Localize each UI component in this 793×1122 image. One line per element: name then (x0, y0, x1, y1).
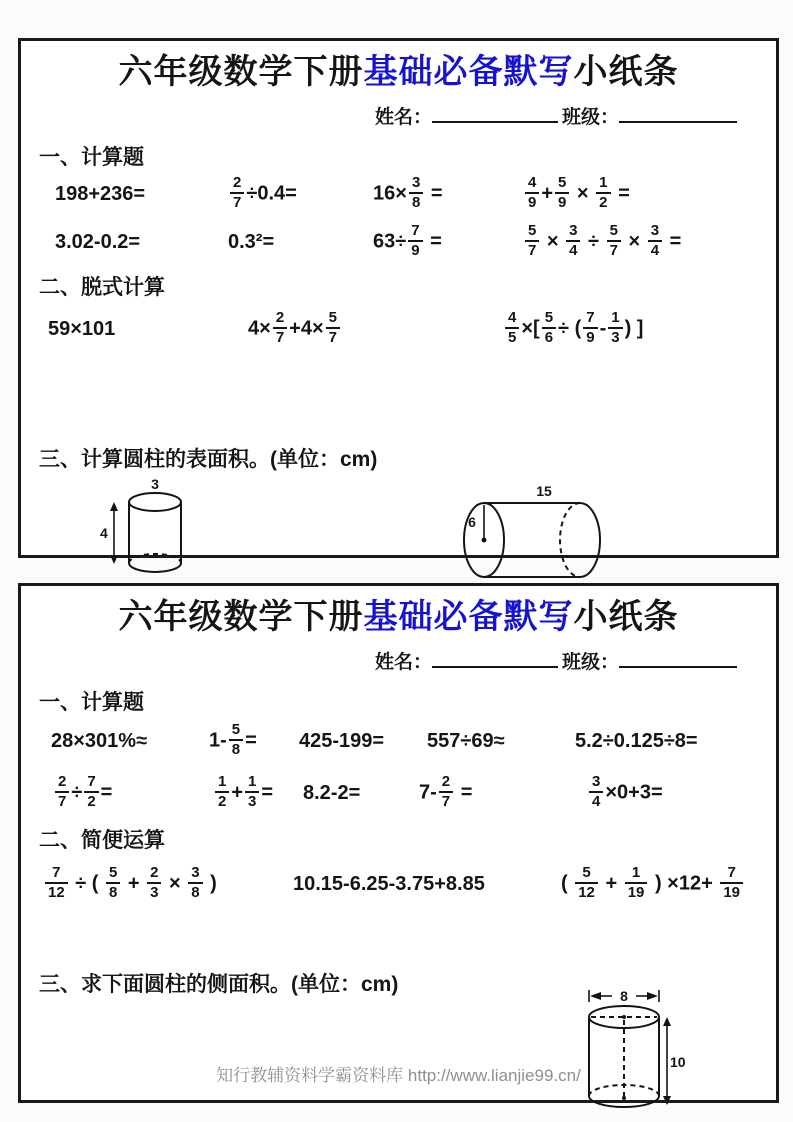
card2-section2-title: 二、简便运算 (39, 828, 165, 852)
math-expression: $\frac{4}{5}$ ×[ $\frac{5}{6}$ ÷ ( $\frac{7}{9}$ - $\frac{1}{3}$ ) ] (503, 311, 758, 348)
card2-calc-row-1 (39, 716, 758, 768)
math-expression: 7- $\frac{2}{7}$ = (419, 773, 473, 810)
card1-calc-row-1 (39, 171, 758, 219)
math-expression: 8.2-2= (303, 782, 361, 804)
worksheet-card-2 (18, 583, 779, 1103)
math-expression: 425-199= (299, 730, 385, 752)
card2-calc-row-2 (39, 768, 758, 820)
name-label: 姓名： (375, 106, 433, 128)
vertical-cylinder-figure (97, 477, 202, 577)
card2-calc-row-3 (39, 854, 758, 916)
math-expression: $\frac{2}{7}$ ÷0.4= (228, 176, 373, 213)
math-expression: ( $\frac{5}{12}$ + $\frac{1}{19}$ ) ×12+ $\frac{7}{19}$ (561, 866, 758, 903)
math-expression: 198+236= (55, 183, 146, 205)
math-expression: $\frac{1}{2}$ + $\frac{1}{3}$ = (213, 775, 303, 812)
class-blank-line (619, 648, 737, 668)
title-text-black-1: 六年级数学下册 (118, 53, 364, 91)
vertical-cylinder-figure (564, 986, 688, 1118)
class-blank-line (619, 103, 737, 123)
math-expression: 16× $\frac{3}{8}$ = (373, 174, 443, 211)
title-text-black-2: 小纸条 (573, 53, 679, 91)
card1-calc-row-2 (39, 219, 758, 267)
math-expression: 1- $\frac{5}{8}$ = (209, 721, 257, 758)
card1-section3-title: 三、计算圆柱的表面积。(单位：cm) (39, 447, 378, 471)
math-expression: 4× $\frac{2}{7}$ +4× $\frac{5}{7}$ (248, 311, 503, 348)
math-expression: 0.3²= (228, 231, 275, 253)
cylinder3-diameter-label: 8 (620, 988, 628, 1004)
math-expression: 3.02-0.2= (55, 231, 141, 253)
class-label: 班级： (562, 106, 620, 128)
title-text-blue: 基础必备默写 (363, 53, 574, 91)
card1-page-title (39, 51, 758, 94)
cylinder2-length-label: 15 (536, 482, 552, 499)
math-expression: 557÷69≈ (427, 730, 505, 752)
math-expression: 5.2÷0.125÷8= (575, 730, 698, 752)
title-text-black-2: 小纸条 (573, 598, 679, 636)
name-label: 姓名： (375, 651, 433, 673)
name-blank-line (432, 648, 558, 668)
card1-name-class-line (375, 102, 758, 129)
card1-cylinder-figures (39, 477, 758, 583)
math-expression: $\frac{2}{7}$ ÷ $\frac{7}{2}$ = (53, 775, 213, 812)
cylinder1-height-label: 4 (100, 524, 108, 541)
cylinder3-height-label: 10 (670, 1054, 686, 1070)
card2-page-title (39, 596, 758, 639)
title-text-blue: 基础必备默写 (363, 598, 574, 636)
title-text-black-1: 六年级数学下册 (118, 598, 364, 636)
math-expression: $\frac{7}{12}$ ÷ ( $\frac{5}{8}$ + $\frac{2}{3}$ × $\frac{3}{8}$ ) (43, 866, 293, 903)
math-expression: $\frac{4}{9}$ + $\frac{5}{9}$ × $\frac{1}{2}$ = (523, 176, 758, 213)
worksheet-card-1 (18, 38, 779, 558)
math-expression: 28×301%≈ (51, 730, 148, 752)
card1-section2-title: 二、脱式计算 (39, 275, 165, 299)
cylinder2-diameter-label: 6 (468, 513, 476, 530)
watermark-footer: 知行教辅资料学霸资料库 http://www.lianjie99.cn/ (216, 1066, 581, 1085)
card2-name-class-line (375, 647, 758, 674)
card2-section3-title: 三、求下面圆柱的侧面积。(单位：cm) (39, 972, 399, 996)
horizontal-cylinder-figure (452, 483, 617, 583)
card1-calc-row-3 (39, 301, 758, 359)
card2-section1-title: 一、计算题 (39, 690, 144, 714)
math-expression: $\frac{5}{7}$ × $\frac{3}{4}$ ÷ $\frac{5}{7}$ × $\frac{3}{4}$ = (523, 224, 758, 261)
math-expression: $\frac{3}{4}$ ×0+3= (587, 775, 758, 812)
cylinder1-diameter-label: 3 (151, 476, 159, 492)
math-expression: 59×101 (48, 318, 116, 340)
math-expression: 10.15-6.25-3.75+8.85 (293, 873, 485, 895)
name-blank-line (432, 103, 558, 123)
card1-section1-title: 一、计算题 (39, 145, 144, 169)
class-label: 班级： (562, 651, 620, 673)
math-expression: 63÷ $\frac{7}{9}$ = (373, 222, 442, 259)
